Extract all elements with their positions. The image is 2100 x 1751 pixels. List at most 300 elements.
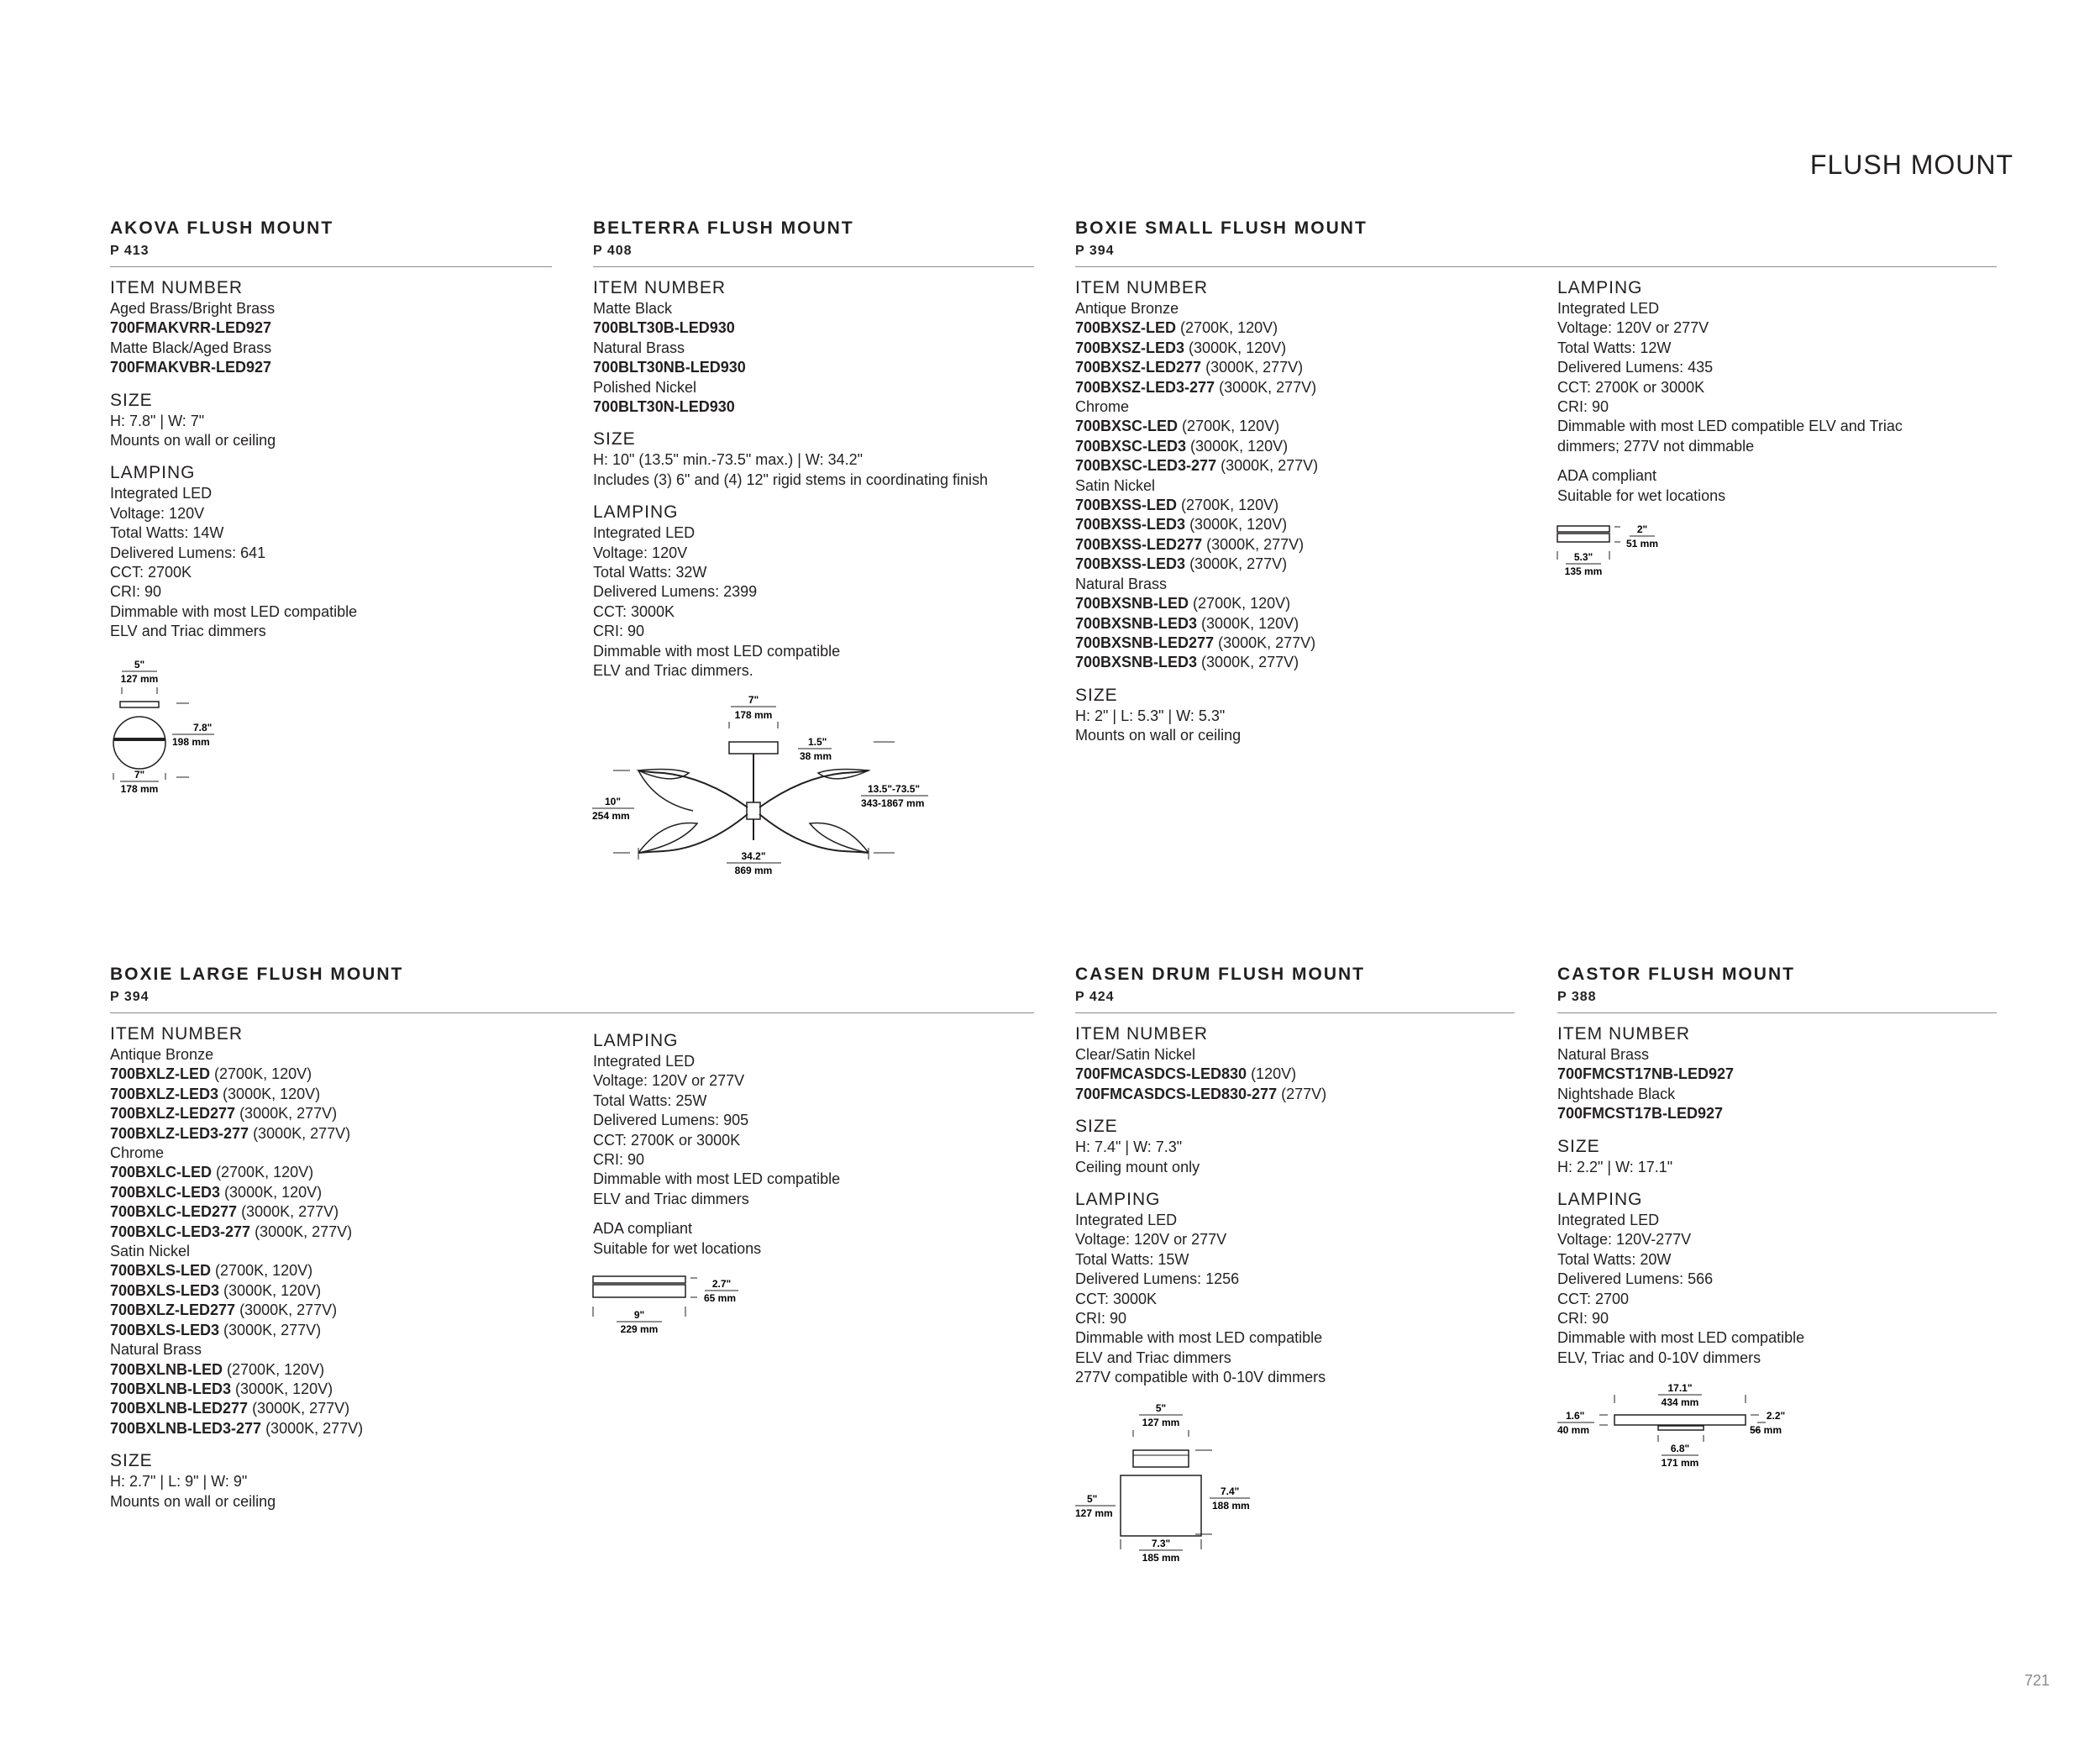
item-spec: (3000K, 120V) — [1185, 516, 1288, 534]
boxie-large-header — [110, 965, 1034, 1013]
size-heading: SIZE — [110, 1451, 153, 1471]
divider — [593, 266, 1034, 267]
spec-line: 277V compatible with 0-10V dimmers — [1075, 1369, 1326, 1386]
item-spec: (3000K, 120V) — [219, 1281, 322, 1299]
dim-label: 65 mm — [704, 1292, 737, 1304]
spec-line: ELV and Triac dimmers — [593, 1190, 749, 1207]
dimension-line — [122, 687, 157, 694]
finish-label — [1075, 1045, 1326, 1065]
item-code: 700BXLNB-LED3 — [110, 1380, 232, 1397]
dim-label: 56 mm — [1749, 1424, 1782, 1436]
finish-name: Chrome — [110, 1144, 165, 1162]
lamping-list — [1557, 299, 1903, 456]
item-code-row — [110, 1183, 363, 1202]
product-name: BOXIE LARGE FLUSH MOUNT — [110, 965, 404, 984]
dim-label: 127 mm — [1142, 1417, 1180, 1428]
item-code: 700FMCST17B-LED927 — [1557, 1105, 1724, 1123]
dim-label: 2.2" — [1766, 1410, 1786, 1422]
finish-name: Natural Brass — [110, 1341, 202, 1359]
item-number-heading: ITEM NUMBER — [593, 278, 726, 297]
spec-line: dimmers; 277V not dimmable — [1557, 437, 1755, 455]
item-code: 700BXSS-LED — [1075, 497, 1178, 514]
item-spec: (2700K, 120V) — [1176, 319, 1278, 337]
dim-label: 127 mm — [120, 673, 159, 685]
lamping-list — [593, 1052, 840, 1209]
size-list — [1557, 1158, 1804, 1177]
item-code: 700BXLZ-LED3 — [110, 1085, 219, 1102]
item-spec: (2700K, 120V) — [212, 1164, 314, 1181]
spec-line: Dimmable with most LED compatible ELV and Triac — [1557, 418, 1903, 435]
item-spec: (2700K, 120V) — [1177, 497, 1279, 514]
castor-header — [1557, 965, 1997, 1013]
item-spec: (3000K, 277V) — [1185, 555, 1288, 573]
boxie-small-specs — [1075, 277, 1318, 746]
finish-name: Antique Bronze — [1075, 300, 1179, 317]
product-name: CASEN DRUM FLUSH MOUNT — [1075, 965, 1365, 984]
item-list — [110, 299, 357, 378]
spec-line: CRI: 90 — [1557, 398, 1609, 416]
boxie-small-lamping — [1557, 277, 1903, 506]
product-page: P 394 — [110, 990, 150, 1004]
spec-line: CRI: 90 — [1075, 1310, 1127, 1328]
item-spec: (3000K, 120V) — [218, 1085, 321, 1102]
fixture-shape — [1557, 526, 1609, 532]
finish-label — [1075, 575, 1318, 594]
divider — [1075, 1012, 1515, 1013]
size-list — [593, 450, 988, 490]
finish-name: Chrome — [1075, 398, 1130, 416]
item-code-row — [110, 1419, 363, 1438]
item-spec: (3000K, 120V) — [1184, 339, 1287, 356]
finish-name: Matte Black — [593, 300, 673, 317]
item-code: 700BXSC-LED — [1075, 418, 1179, 435]
divider — [110, 1012, 1034, 1013]
item-code-row — [110, 318, 357, 338]
size-heading: SIZE — [1557, 1136, 1600, 1156]
item-code: 700FMCST17NB-LED927 — [1557, 1065, 1735, 1083]
dim-label: 6.8" — [1670, 1443, 1690, 1454]
spec-line: CCT: 2700K — [110, 564, 192, 581]
divider — [110, 266, 552, 267]
spec-line: Suitable for wet locations — [1557, 486, 1726, 504]
boxie-large-dimension-diagram — [591, 1273, 759, 1340]
fixture-shape — [593, 1285, 685, 1297]
dimension-line — [1599, 1415, 1608, 1425]
item-spec: (3000K, 277V) — [1202, 535, 1305, 553]
spec-line: Voltage: 120V or 277V — [1557, 319, 1709, 337]
item-code: 700BLT30NB-LED930 — [593, 359, 746, 376]
size-heading: SIZE — [1075, 685, 1118, 705]
size-heading: SIZE — [110, 390, 153, 410]
dim-label: 7" — [134, 769, 145, 781]
dim-label: 7.8" — [193, 722, 213, 734]
finish-name: Antique Bronze — [110, 1046, 214, 1063]
item-code: 700BXSZ-LED — [1075, 319, 1177, 337]
lamping-heading: LAMPING — [1557, 1190, 1643, 1210]
item-code: 700BXLS-LED3 — [110, 1281, 220, 1299]
lamping-list — [110, 484, 357, 641]
item-code: 700BXSS-LED3 — [1075, 516, 1186, 534]
dim-label: 343-1867 mm — [861, 797, 925, 809]
item-code-row — [110, 1124, 363, 1144]
spec-line: H: 7.4" | W: 7.3" — [1075, 1138, 1183, 1156]
item-code: 700FMAKVRR-LED927 — [110, 319, 272, 337]
item-list — [110, 1045, 363, 1438]
dim-label: 185 mm — [1142, 1552, 1180, 1564]
dim-label: 9" — [633, 1309, 645, 1321]
dimension-line — [690, 1278, 697, 1297]
shade-shape — [113, 717, 165, 769]
item-code: 700BXSS-LED3 — [1075, 555, 1186, 573]
spec-line: Delivered Lumens: 905 — [593, 1112, 749, 1129]
product-page: P 388 — [1557, 990, 1597, 1004]
finish-label — [110, 1340, 363, 1359]
item-code: 700BXLC-LED3-277 — [110, 1223, 251, 1240]
item-code-row — [593, 397, 988, 417]
item-spec: (3000K, 277V) — [235, 1105, 338, 1123]
item-spec: (277V) — [1277, 1085, 1327, 1102]
product-name: BOXIE SMALL FLUSH MOUNT — [1075, 218, 1368, 238]
boxie-small-header — [1075, 218, 1997, 267]
finish-name: Natural Brass — [1557, 1046, 1650, 1063]
spec-line: H: 2" | L: 5.3" | W: 5.3" — [1075, 707, 1226, 724]
finish-label — [1075, 299, 1318, 318]
dim-label: 51 mm — [1626, 538, 1659, 549]
spec-line: Voltage: 120V — [593, 544, 688, 561]
item-spec: (3000K, 277V) — [250, 1223, 353, 1240]
finish-label — [593, 299, 988, 318]
dim-label: 7.3" — [1151, 1538, 1171, 1549]
item-code-row — [1075, 1085, 1326, 1104]
spec-line: Mounts on wall or ceiling — [110, 432, 276, 450]
spec-line: Integrated LED — [593, 524, 696, 542]
item-code-row — [1075, 417, 1318, 436]
item-code: 700FMAKVBR-LED927 — [110, 359, 272, 376]
finish-name: Matte Black/Aged Brass — [110, 339, 272, 356]
item-code: 700BXLZ-LED3-277 — [110, 1124, 249, 1142]
product-name: BELTERRA FLUSH MOUNT — [593, 218, 854, 238]
product-name: CASTOR FLUSH MOUNT — [1557, 965, 1795, 984]
canopy-shape — [1658, 1426, 1704, 1430]
fixture-shape — [1614, 1415, 1746, 1425]
dim-label: 1.5" — [808, 736, 827, 748]
item-code-row — [110, 1261, 363, 1280]
lamping-heading: LAMPING — [110, 463, 196, 483]
item-code-row — [110, 1104, 363, 1123]
spec-line: Dimmable with most LED compatible — [110, 602, 358, 620]
item-list — [1075, 1045, 1326, 1104]
product-page: P 424 — [1075, 990, 1115, 1004]
item-list — [1075, 299, 1318, 673]
item-code-row — [1075, 594, 1318, 613]
spec-line: Dimmable with most LED compatible — [593, 1170, 841, 1188]
spec-line: ELV and Triac dimmers — [110, 623, 266, 640]
item-code-row — [110, 1085, 363, 1104]
dim-label: 869 mm — [734, 865, 773, 876]
item-list — [1557, 1045, 1804, 1124]
spec-line: Voltage: 120V or 277V — [1075, 1231, 1227, 1249]
dim-label: 127 mm — [1075, 1507, 1113, 1519]
size-list — [110, 412, 357, 451]
item-code-row — [110, 1065, 363, 1084]
item-spec: (120V) — [1247, 1065, 1297, 1083]
spec-line: H: 10" (13.5" min.-73.5" max.) | W: 34.2" — [593, 451, 864, 469]
akova-specs — [110, 277, 357, 642]
item-spec: (3000K, 277V) — [1197, 654, 1299, 671]
belterra-specs — [593, 277, 988, 681]
item-code-row — [110, 1163, 363, 1182]
dim-label: 188 mm — [1212, 1500, 1250, 1512]
casen-header — [1075, 965, 1515, 1013]
dimension-line — [1658, 1435, 1704, 1442]
dim-label: 7" — [748, 694, 759, 706]
item-code: 700BXLC-LED277 — [110, 1203, 238, 1221]
item-spec: (2700K, 120V) — [210, 1065, 312, 1083]
item-spec: (3000K, 277V) — [1214, 634, 1316, 651]
dim-label: 178 mm — [734, 709, 773, 721]
dim-label: 135 mm — [1564, 565, 1603, 577]
item-spec: (3000K, 277V) — [261, 1419, 364, 1437]
shade-shape — [638, 823, 697, 853]
item-number-heading: ITEM NUMBER — [1075, 278, 1208, 297]
item-code-row — [110, 1380, 363, 1399]
item-spec: (2700K, 120V) — [223, 1360, 325, 1378]
item-spec: (3000K, 277V) — [237, 1203, 339, 1221]
shade-shape — [810, 823, 869, 853]
item-code: 700FMCASDCS-LED830 — [1075, 1065, 1247, 1083]
item-code-row — [110, 1281, 363, 1301]
dim-label: 2" — [1636, 523, 1648, 535]
item-code-row — [110, 1321, 363, 1340]
spec-line: ADA compliant — [1557, 467, 1657, 485]
item-spec: (3000K, 120V) — [1186, 437, 1289, 455]
item-number-heading: ITEM NUMBER — [110, 1024, 243, 1044]
dim-label: 229 mm — [620, 1323, 659, 1335]
product-page: P 394 — [1075, 244, 1115, 258]
shade-shape — [638, 770, 689, 779]
spec-line: Mounts on wall or ceiling — [110, 1492, 276, 1510]
item-code: 700BXSNB-LED3 — [1075, 654, 1198, 671]
spec-line: CRI: 90 — [110, 583, 162, 601]
item-spec: (2700K, 120V) — [211, 1262, 313, 1280]
lamping-list — [1075, 1211, 1326, 1388]
finish-name: Polished Nickel — [593, 378, 697, 396]
item-code-row — [110, 1399, 363, 1418]
item-code: 700BXSNB-LED3 — [1075, 614, 1198, 632]
spec-line: ELV and Triac dimmers. — [593, 662, 753, 680]
item-code-row — [1075, 634, 1318, 653]
finish-name: Natural Brass — [1075, 575, 1168, 592]
item-code: 700BXLS-LED3 — [110, 1321, 220, 1338]
page-number: 721 — [2024, 1672, 2050, 1689]
dimension-line — [747, 802, 760, 819]
dim-label: 2.7" — [711, 1278, 732, 1290]
spec-line: ADA compliant — [593, 1220, 693, 1238]
dim-label: 40 mm — [1557, 1424, 1590, 1436]
akova-header — [110, 218, 552, 267]
item-code-row — [110, 358, 357, 377]
spec-line: Total Watts: 15W — [1075, 1250, 1189, 1268]
item-code-row — [1075, 358, 1318, 377]
item-code: 700BXSS-LED277 — [1075, 535, 1203, 553]
spec-line: Integrated LED — [1075, 1212, 1178, 1229]
dim-label: 434 mm — [1661, 1396, 1699, 1408]
dim-label: 198 mm — [172, 736, 210, 748]
dimension-line — [729, 722, 778, 728]
dim-label: 13.5"-73.5" — [868, 783, 921, 795]
product-page: P 408 — [593, 244, 633, 258]
spec-line: Includes (3) 6" and (4) 12" rigid stems in coordinating finish — [593, 471, 989, 488]
item-code-row — [1075, 535, 1318, 555]
drum-shape — [1121, 1475, 1201, 1536]
shade-shape — [818, 770, 869, 779]
finish-name: Clear/Satin Nickel — [1075, 1046, 1196, 1063]
item-code: 700BXSNB-LED — [1075, 595, 1189, 613]
spec-line: Suitable for wet locations — [593, 1239, 762, 1257]
item-code-row — [1075, 378, 1318, 397]
size-heading: SIZE — [593, 429, 636, 450]
finish-label — [1075, 397, 1318, 417]
spec-line: Integrated LED — [1557, 1212, 1660, 1229]
spec-line: ELV, Triac and 0-10V dimmers — [1557, 1349, 1761, 1366]
item-code-row — [1075, 653, 1318, 672]
spec-line: H: 7.8" | W: 7" — [110, 412, 205, 429]
spec-line: Ceiling mount only — [1075, 1158, 1200, 1175]
dim-label: 5" — [1087, 1493, 1098, 1505]
item-code-row — [110, 1223, 363, 1242]
item-spec: (3000K, 277V) — [235, 1301, 338, 1319]
spec-line: CRI: 90 — [593, 1151, 645, 1169]
finish-name: Natural Brass — [593, 339, 685, 356]
item-code: 700BXLZ-LED277 — [110, 1301, 236, 1319]
dim-label: 10" — [605, 796, 622, 807]
item-spec: (3000K, 277V) — [1201, 359, 1304, 376]
item-code-row — [1557, 1104, 1804, 1123]
fixture-shape — [593, 1276, 685, 1283]
spec-line: H: 2.7" | L: 9" | W: 9" — [110, 1473, 248, 1491]
item-code: 700BLT30N-LED930 — [593, 398, 735, 416]
finish-label — [593, 339, 988, 358]
lamping-heading: LAMPING — [1557, 278, 1643, 297]
item-code: 700BXLS-LED — [110, 1262, 212, 1280]
finish-name: Satin Nickel — [1075, 476, 1156, 494]
spec-line: Mounts on wall or ceiling — [1075, 727, 1242, 744]
spec-line: Delivered Lumens: 566 — [1557, 1270, 1714, 1288]
dim-label: 38 mm — [800, 750, 832, 762]
spec-line: Total Watts: 14W — [110, 524, 224, 542]
item-spec: (3000K, 277V) — [1215, 378, 1317, 396]
canopy-shape — [120, 702, 159, 707]
section-title: FLUSH MOUNT — [1809, 150, 2013, 180]
finish-label — [110, 1242, 363, 1261]
boxie-large-lamping — [593, 1030, 840, 1259]
dim-label: 5.3" — [1573, 551, 1593, 563]
product-page: P 413 — [110, 244, 150, 258]
finish-label — [110, 1045, 363, 1065]
item-code-row — [110, 1360, 363, 1380]
item-code: 700BXSZ-LED277 — [1075, 359, 1202, 376]
item-code: 700BXLC-LED3 — [110, 1183, 221, 1201]
dim-label: 171 mm — [1661, 1457, 1699, 1469]
item-number-heading: ITEM NUMBER — [1075, 1024, 1208, 1044]
spec-line: CRI: 90 — [593, 623, 645, 640]
item-code: 700BXLZ-LED277 — [110, 1105, 236, 1123]
item-spec: (3000K, 277V) — [249, 1124, 351, 1142]
item-code-row — [1075, 555, 1318, 574]
item-spec: (3000K, 277V) — [1216, 457, 1319, 475]
item-code-row — [1075, 339, 1318, 358]
divider — [1557, 1012, 1997, 1013]
item-code-row — [1075, 614, 1318, 634]
finish-name: Aged Brass/Bright Brass — [110, 300, 276, 317]
notes-list — [1557, 466, 1903, 506]
size-list — [1075, 707, 1318, 746]
size-list — [1075, 1138, 1326, 1177]
dim-label: 34.2" — [741, 850, 766, 862]
spec-line: CCT: 2700 — [1557, 1290, 1630, 1307]
lamping-heading: LAMPING — [593, 1031, 679, 1050]
item-code-row — [593, 358, 988, 377]
spec-line: Delivered Lumens: 2399 — [593, 583, 758, 601]
item-number-heading: ITEM NUMBER — [1557, 1024, 1690, 1044]
finish-label — [1557, 1045, 1804, 1065]
item-code-row — [1075, 456, 1318, 476]
spec-line: CCT: 3000K — [1075, 1290, 1158, 1307]
lamping-heading: LAMPING — [593, 502, 679, 523]
item-code-row — [110, 1301, 363, 1320]
item-code: 700BLT30B-LED930 — [593, 319, 735, 337]
item-code: 700BXLNB-LED — [110, 1360, 223, 1378]
finish-label — [593, 378, 988, 397]
dim-label: 254 mm — [592, 810, 630, 822]
spec-line: CRI: 90 — [1557, 1310, 1609, 1328]
item-code-row — [1557, 1065, 1804, 1084]
item-code-row — [1075, 318, 1318, 338]
spec-line: Integrated LED — [1557, 300, 1660, 317]
arm-shape — [759, 814, 869, 853]
notes-list — [593, 1219, 840, 1259]
spec-line: CCT: 2700K or 3000K — [1557, 378, 1705, 396]
boxie-large-specs — [110, 1023, 363, 1512]
item-code: 700BXLNB-LED277 — [110, 1400, 249, 1417]
fixture-shape — [1557, 534, 1609, 542]
spec-line: Total Watts: 20W — [1557, 1250, 1672, 1268]
dimension-line — [1133, 1430, 1189, 1437]
spec-line: Dimmable with most LED compatible — [1557, 1329, 1805, 1347]
spec-line: ELV and Triac dimmers — [1075, 1349, 1231, 1366]
canopy-shape — [1133, 1450, 1189, 1467]
item-spec: (3000K, 120V) — [1197, 614, 1299, 632]
castor-specs — [1557, 1023, 1804, 1368]
dim-label: 5" — [1155, 1402, 1167, 1414]
item-spec: (3000K, 120V) — [231, 1380, 333, 1397]
item-spec: (3000K, 277V) — [219, 1321, 322, 1338]
item-spec: (2700K, 120V) — [1189, 595, 1291, 613]
dim-label: 1.6" — [1566, 1410, 1585, 1422]
size-list — [110, 1472, 363, 1512]
finish-label — [1557, 1085, 1804, 1104]
item-spec: (3000K, 277V) — [248, 1400, 350, 1417]
spec-line: H: 2.2" | W: 17.1" — [1557, 1158, 1673, 1175]
finish-label — [1075, 476, 1318, 496]
item-code: 700BXSZ-LED3-277 — [1075, 378, 1215, 396]
lamping-heading: LAMPING — [1075, 1190, 1161, 1210]
castor-dimension-diagram — [1556, 1381, 1786, 1482]
lamping-list — [593, 523, 988, 681]
item-code: 700BXLZ-LED — [110, 1065, 211, 1083]
item-number-heading: ITEM NUMBER — [110, 278, 243, 297]
spec-line: Total Watts: 12W — [1557, 339, 1672, 356]
